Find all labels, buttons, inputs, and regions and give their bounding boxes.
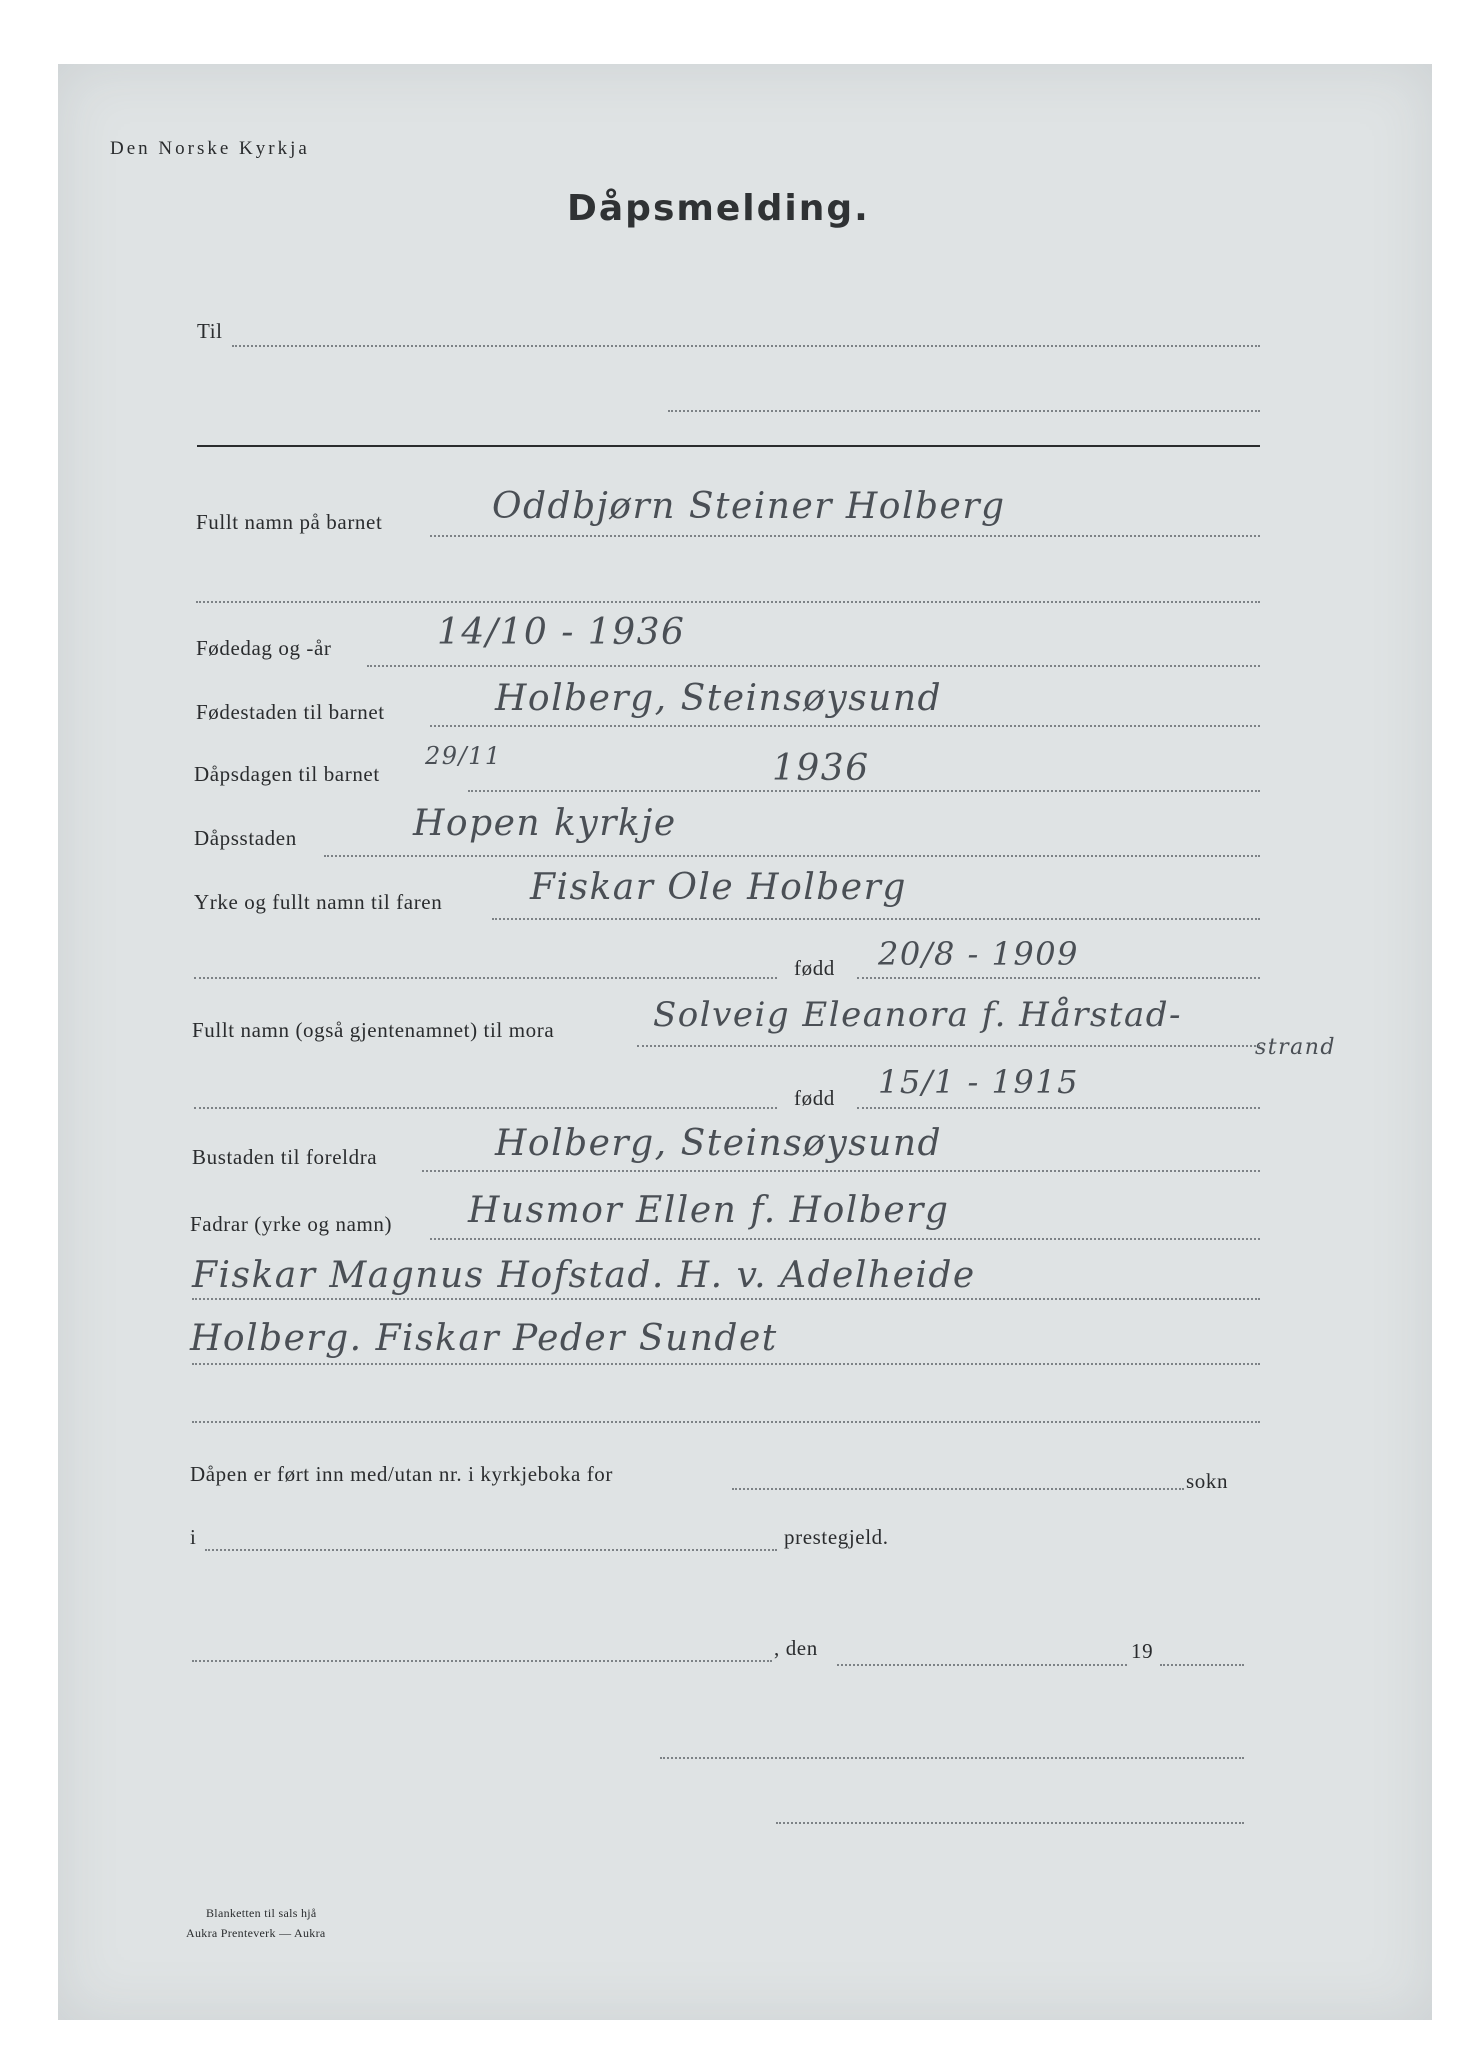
birth-place-label: Fødestaden til barnet: [196, 700, 385, 724]
father-line-2: [194, 977, 777, 979]
mother-born-line: [857, 1107, 1260, 1109]
signature-line-2: [776, 1822, 1244, 1824]
year-line: [1160, 1664, 1244, 1666]
father-line: [492, 918, 1260, 920]
place-line: [192, 1660, 772, 1662]
mother-line-2: [194, 1107, 777, 1109]
child-name-line-2: [196, 601, 1260, 603]
baptism-date-line: [468, 790, 1260, 792]
registry-prestegjeld: prestegjeld.: [784, 1525, 889, 1549]
baptism-date-year: 1936: [772, 748, 870, 789]
godparents-line-3: Holberg. Fiskar Peder Sundet: [190, 1318, 778, 1359]
godparents-line-3-rule: [192, 1363, 1260, 1365]
mother-label: Fullt namn (også gjentenamnet) til mora: [192, 1018, 555, 1042]
mother-line: [637, 1045, 1260, 1047]
baptism-place-value: Hopen kyrkje: [413, 803, 677, 844]
church-name: Den Norske Kyrkja: [110, 138, 310, 159]
father-born-value: 20/8 - 1909: [878, 935, 1079, 973]
mother-value-cont: strand: [1255, 1035, 1337, 1060]
til-line-2: [668, 410, 1260, 412]
registry-sokn: sokn: [1186, 1469, 1229, 1493]
baptism-date-label: Dåpsdagen til barnet: [194, 762, 380, 786]
birth-place-value: Holberg, Steinsøysund: [495, 678, 943, 719]
signature-line-1: [660, 1757, 1244, 1759]
registry-sokn-line: [732, 1488, 1184, 1490]
residence-value: Holberg, Steinsøysund: [495, 1123, 943, 1164]
birth-date-label: Fødedag og -år: [196, 636, 332, 660]
birth-place-line: [430, 725, 1260, 727]
til-label: Til: [197, 319, 223, 343]
registry-i-line: [205, 1549, 777, 1551]
residence-label: Bustaden til foreldra: [192, 1145, 378, 1169]
footer-line-1: Blanketten til sals hjå: [206, 1906, 317, 1920]
registry-i: i: [190, 1525, 197, 1549]
baptism-place-label: Dåpsstaden: [194, 826, 297, 850]
father-born-label: fødd: [794, 956, 835, 980]
baptism-date-day: 29/11: [425, 742, 502, 770]
father-label: Yrke og fullt namn til faren: [194, 890, 443, 914]
date-line: [837, 1664, 1127, 1666]
godparents-line-1: Husmor Ellen f. Holberg: [468, 1190, 950, 1231]
registry-text: Dåpen er ført inn med/utan nr. i kyrkjeboka for: [190, 1462, 613, 1486]
birth-date-value: 14/10 - 1936: [437, 612, 686, 653]
til-line-1: [232, 345, 1260, 347]
child-name-line: [430, 535, 1260, 537]
date-19: 19: [1131, 1639, 1154, 1663]
form-title: Dåpsmelding.: [567, 188, 870, 229]
footer-line-2: Aukra Prenteverk — Aukra: [186, 1926, 326, 1940]
child-name-label: Fullt namn på barnet: [196, 510, 383, 534]
baptism-place-line: [324, 855, 1260, 857]
father-value: Fiskar Ole Holberg: [530, 867, 907, 908]
godparents-label: Fadrar (yrke og namn): [190, 1212, 393, 1236]
godparents-line-2: Fiskar Magnus Hofstad. H. v. Adelheide: [192, 1255, 976, 1296]
godparents-line-4-rule: [192, 1421, 1260, 1423]
godparents-line-2-rule: [192, 1298, 1260, 1300]
father-born-line: [857, 977, 1260, 979]
birth-date-line: [367, 665, 1260, 667]
mother-value: Solveig Eleanora f. Hårstad-: [653, 995, 1182, 1035]
child-name-value: Oddbjørn Steiner Holberg: [492, 486, 1006, 527]
godparents-line: [430, 1238, 1260, 1240]
mother-born-label: fødd: [794, 1086, 835, 1110]
residence-line: [422, 1170, 1260, 1172]
mother-born-value: 15/1 - 1915: [878, 1063, 1079, 1101]
date-den: , den: [774, 1636, 818, 1660]
divider-rule: [197, 445, 1260, 447]
